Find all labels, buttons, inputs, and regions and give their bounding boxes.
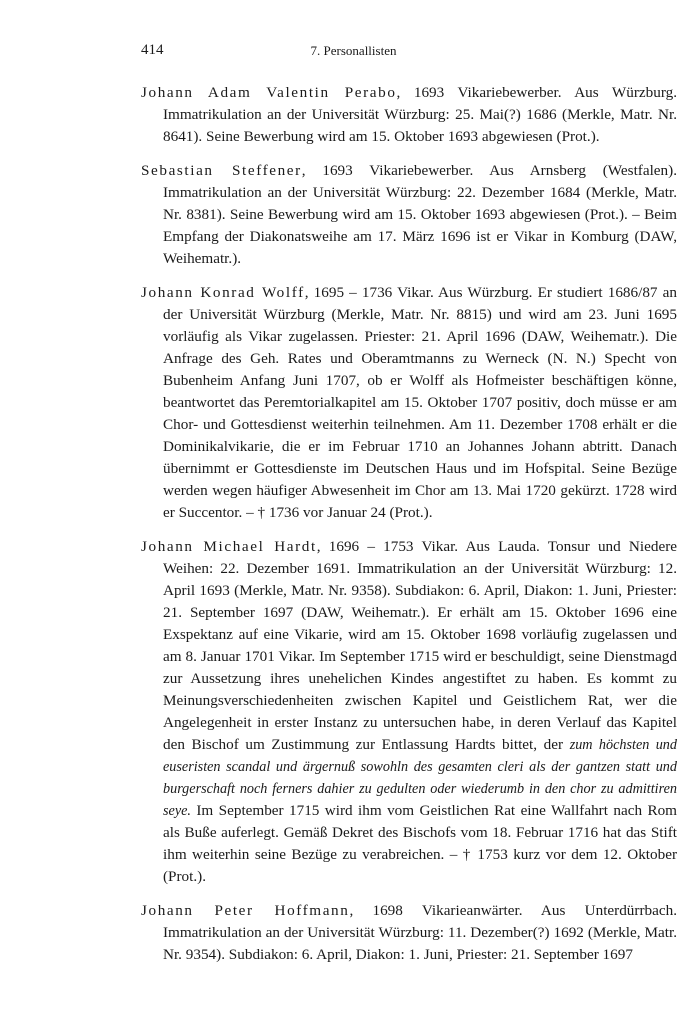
entry-text: , 1695 – 1736 Vikar. Aus Würzburg. Er studiert 1686/87 an der Universität Würzburg (Merkle, Matr. Nr. 8815) und wird am 23. Juni 1695 vorläufig als Vikar zugelassen. Priester: 21. April 1696 (DAW, Weihematr.). Die Anfrage des Geh. Rates und Oberamtmanns zu Werneck (N. N.) Specht von Bubenheim Anfang Juni 1707, ob er Wolff als Hofmeister beschäftigen könne, beantwortet das Peremtorialkapitel am 15. Oktober 1707 positiv, doch müsse er am Chor- und Gottesdienst weiterhin teilnehmen. Am 11. Dezember 1708 erhält er die Dominikalvikarie, die er im Februar 1710 an Johannes Johann abtritt. Danach übernimmt er Gottesdienste im Deutschen Haus und im Hofspital. Seine Bezüge werden wegen häufiger Abwesenheit im Chor am 13. Mai 1720 gekürzt. 1728 wird er Succentor. – † 1736 vor Januar 24 (Prot.). — [163, 284, 677, 521]
entry-name: Johann Konrad Wolff — [141, 284, 305, 301]
entry-text: , 1696 – 1753 Vikar. Aus Lauda. Tonsur und Niedere Weihen: 22. Dezember 1691. Immatrikulation an der Universität Würzburg: 12. April 1693 (Merkle, Matr. Nr. 9358). Subdiakon: 6. April, Diakon: 1. Juni, Priester: 21. September 1697 (DAW, Weihematr.). Er erhält am 15. Oktober 1696 eine Exspektanz auf eine Vikarie, wird am 15. Oktober 1698 vorläufig zugelassen und am 8. Januar 1701 Vikar. Im September 1715 wird er beschuldigt, seine Dienstmagd zur Aussetzung ihres unehelichen Kindes angestiftet zu haben. Es kommt zu Meinungsverschiedenheiten zwischen Kapitel und Geistlichem Rat, wer die Angelegenheit in erster Instanz zu untersuchen habe, in deren Verlauf das Kapitel den Bischof um Zustimmung zur Entlassung Hardts bittet, der — [163, 538, 677, 753]
page-header — [141, 42, 566, 62]
entry-steffener — [141, 160, 677, 270]
entry-hoffmann — [141, 900, 677, 966]
page-number: 414 — [141, 42, 164, 58]
entry-text: , 1693 Vikariebewerber. Aus Arnsberg (Westfalen). Immatrikulation an der Universität Würzburg: 22. Dezember 1684 (Merkle, Matr. Nr. 8381). Seine Bewerbung wird am 15. Oktober 1693 abgewiesen (Prot.). – Beim Empfang der Diakonatsweihe am 17. März 1696 ist er Vikar in Komburg (DAW, Weihematr.). — [163, 162, 677, 267]
entry-name: Johann Peter Hoffmann — [141, 902, 350, 919]
entry-quote: zum höchsten und euseristen scandal und ärgernuß sowohln des gesamten cleri als der gantzen statt und burgerschaft noch ferners dahier zu gedulten oder wiederumb in den chor zu admittiren seye. — [163, 737, 677, 819]
entry-wolff — [141, 282, 677, 524]
entry-name: Johann Michael Hardt — [141, 538, 317, 555]
entry-text: Im September 1715 wird ihm vom Geistlichen Rat eine Wallfahrt nach Rom als Buße auferlegt. Gemäß Dekret des Bischofs vom 18. Februar 1716 hat das Stift ihm weiterhin seine Bezüge zu verabreichen. – † 1753 kurz vor dem 12. Oktober (Prot.). — [163, 802, 677, 885]
entry-text: , 1698 Vikarieanwärter. Aus Unterdürrbach. Immatrikulation an der Universität Würzburg: 11. Dezember(?) 1692 (Merkle, Matr. Nr. 9354). Subdiakon: 6. April, Diakon: 1. Juni, Priester: 21. September 1697 — [163, 902, 677, 963]
page-body — [141, 82, 677, 978]
entry-name: Sebastian Steffener — [141, 162, 302, 179]
running-title: 7. Personallisten — [310, 43, 397, 58]
entry-hardt — [141, 536, 677, 888]
entry-text: , 1693 Vikariebewerber. Aus Würzburg. Immatrikulation an der Universität Würzburg: 25. Mai(?) 1686 (Merkle, Matr. Nr. 8641). Seine Bewerbung wird am 15. Oktober 1693 abgewiesen (Prot.). — [163, 84, 677, 145]
entry-name: Johann Adam Valentin Perabo — [141, 84, 397, 101]
entry-perabo — [141, 82, 677, 148]
